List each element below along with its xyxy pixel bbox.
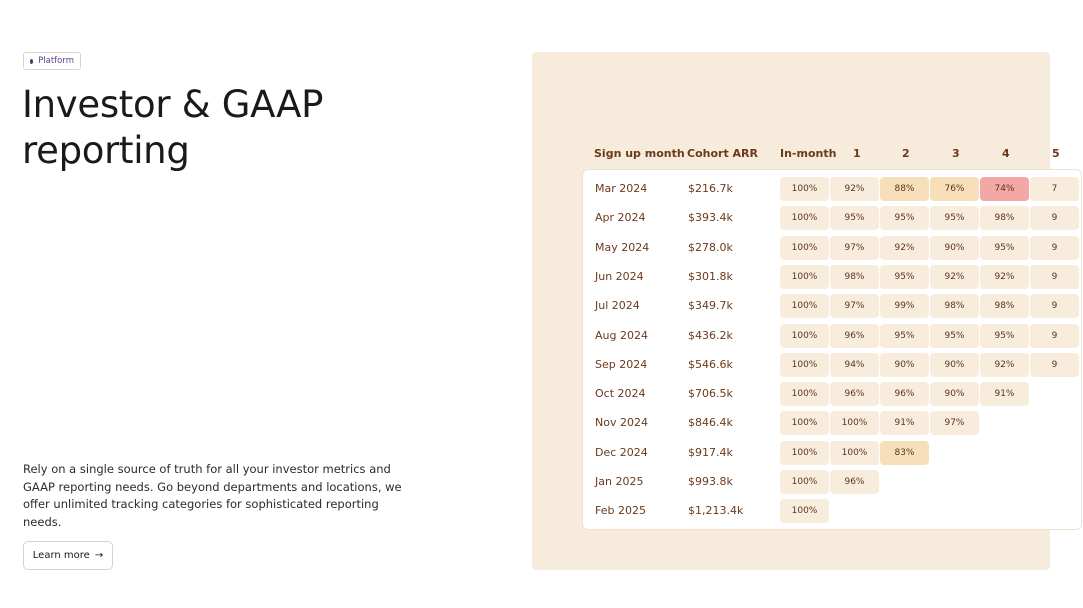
signup-month-cell: Mar 2024: [595, 182, 648, 195]
column-header: 3: [952, 147, 960, 160]
table-row: [583, 294, 1083, 318]
retention-cell: 90%: [930, 382, 979, 406]
dot-icon: [30, 59, 33, 64]
retention-cell: 92%: [930, 265, 979, 289]
retention-cell: 100%: [780, 470, 829, 494]
title-line-2: reporting: [22, 129, 190, 172]
retention-cell: 95%: [980, 236, 1029, 260]
retention-cell: 9: [1030, 294, 1079, 318]
column-header: In-month: [780, 147, 837, 160]
badge-label: Platform: [38, 56, 74, 66]
retention-cell: 9: [1030, 206, 1079, 230]
retention-cell: 95%: [880, 206, 929, 230]
learn-more-button[interactable]: [23, 541, 113, 570]
cohort-arr-cell: $278.0k: [688, 240, 733, 254]
retention-cell: 9: [1030, 324, 1079, 348]
retention-cell: 90%: [880, 353, 929, 377]
signup-month-cell: Feb 2025: [595, 504, 646, 518]
signup-month-cell: Jul 2024: [595, 299, 640, 313]
retention-cell: 95%: [830, 206, 879, 230]
table-row: [583, 236, 1083, 260]
page-title: [22, 82, 492, 174]
title-line-1: Investor & GAAP: [22, 83, 324, 126]
table-row: [583, 411, 1083, 435]
cohort-arr-cell: $706.5k: [688, 387, 733, 401]
retention-cell: 95%: [980, 324, 1029, 348]
retention-cell: 74%: [980, 177, 1029, 201]
retention-cell: 100%: [780, 499, 829, 523]
table-row: [583, 206, 1083, 230]
retention-cell: 100%: [780, 265, 829, 289]
retention-cell: 9: [1030, 353, 1079, 377]
retention-cell: 88%: [880, 177, 929, 201]
retention-cell: 96%: [830, 470, 879, 494]
retention-cell: 95%: [880, 265, 929, 289]
retention-cell: 76%: [930, 177, 979, 201]
column-header: 1: [853, 147, 861, 160]
retention-cell: 100%: [780, 236, 829, 260]
retention-cell: 100%: [780, 324, 829, 348]
column-header: 5: [1052, 147, 1060, 160]
cohort-arr-cell: $349.7k: [688, 299, 733, 313]
signup-month-cell: Apr 2024: [595, 211, 646, 225]
signup-month-cell: May 2024: [595, 240, 650, 254]
cohort-arr-cell: $393.4k: [688, 211, 733, 225]
platform-badge: [23, 52, 81, 70]
retention-cell: 97%: [830, 294, 879, 318]
retention-cell: 95%: [880, 324, 929, 348]
retention-cell: 96%: [830, 382, 879, 406]
retention-cell: 83%: [880, 441, 929, 465]
signup-month-cell: Jan 2025: [595, 475, 644, 488]
signup-month-cell: Dec 2024: [595, 445, 648, 459]
retention-cell: 98%: [930, 294, 979, 318]
retention-cell: 100%: [780, 353, 829, 377]
retention-cell: 92%: [980, 353, 1029, 377]
retention-cell: 96%: [830, 324, 879, 348]
signup-month-cell: Jun 2024: [595, 269, 644, 283]
cohort-arr-cell: $917.4k: [688, 445, 733, 459]
retention-cell: 100%: [830, 411, 879, 435]
retention-cell: 100%: [780, 206, 829, 230]
column-header: Sign up month: [594, 147, 685, 160]
signup-month-cell: Nov 2024: [595, 416, 648, 430]
retention-cell: 96%: [880, 382, 929, 406]
table-row: [583, 353, 1083, 377]
table-row: [583, 265, 1083, 289]
retention-cell: 91%: [880, 411, 929, 435]
table-row: [583, 499, 1083, 523]
cohort-table-panel: [532, 52, 1060, 570]
table-row: [583, 177, 1083, 201]
cohort-arr-cell: $301.8k: [688, 269, 733, 283]
cohort-arr-cell: $546.6k: [688, 357, 733, 371]
retention-cell: 9: [1030, 265, 1079, 289]
table-row: [583, 441, 1083, 465]
retention-cell: 98%: [980, 206, 1029, 230]
retention-cell: 7: [1030, 177, 1079, 201]
retention-cell: 99%: [880, 294, 929, 318]
column-header: Cohort ARR: [687, 147, 758, 160]
signup-month-cell: Aug 2024: [595, 328, 648, 342]
cohort-arr-cell: $216.7k: [688, 182, 733, 195]
cohort-arr-cell: $436.2k: [688, 328, 733, 342]
retention-cell: 90%: [930, 353, 979, 377]
retention-cell: 9: [1030, 236, 1079, 260]
table-row: [583, 382, 1083, 406]
retention-cell: 100%: [780, 382, 829, 406]
retention-cell: 92%: [980, 265, 1029, 289]
retention-cell: 92%: [880, 236, 929, 260]
table-body: [582, 169, 1082, 530]
column-header: 4: [1002, 147, 1010, 160]
retention-cell: 92%: [830, 177, 879, 201]
retention-cell: 100%: [830, 441, 879, 465]
retention-cell: 100%: [780, 441, 829, 465]
retention-cell: 95%: [930, 206, 979, 230]
learn-more-label: Learn more: [32, 550, 90, 561]
cohort-arr-cell: $1,213.4k: [688, 504, 744, 518]
retention-cell: 98%: [980, 294, 1029, 318]
signup-month-cell: Sep 2024: [595, 357, 648, 371]
retention-cell: 100%: [780, 294, 829, 318]
retention-cell: 90%: [930, 236, 979, 260]
description: Rely on a single source of truth for all your investor metrics and GAAP reporting needs. Go beyond departments and locations, we offer unlimited tracking categories for sophisticated reporting needs.: [23, 462, 402, 529]
retention-cell: 98%: [830, 265, 879, 289]
table-row: [583, 324, 1083, 348]
retention-cell: 100%: [780, 411, 829, 435]
retention-cell: 91%: [980, 382, 1029, 406]
arrow-right-icon: →: [94, 550, 104, 561]
cohort-arr-cell: $993.8k: [688, 475, 733, 488]
table-row: [583, 470, 1083, 494]
retention-cell: 100%: [780, 177, 829, 201]
cohort-arr-cell: $846.4k: [688, 416, 733, 430]
retention-cell: 94%: [830, 353, 879, 377]
table-header: [532, 147, 1060, 161]
retention-cell: 97%: [830, 236, 879, 260]
retention-cell: 95%: [930, 324, 979, 348]
column-header: 2: [902, 147, 910, 160]
retention-cell: 97%: [930, 411, 979, 435]
signup-month-cell: Oct 2024: [595, 387, 646, 401]
